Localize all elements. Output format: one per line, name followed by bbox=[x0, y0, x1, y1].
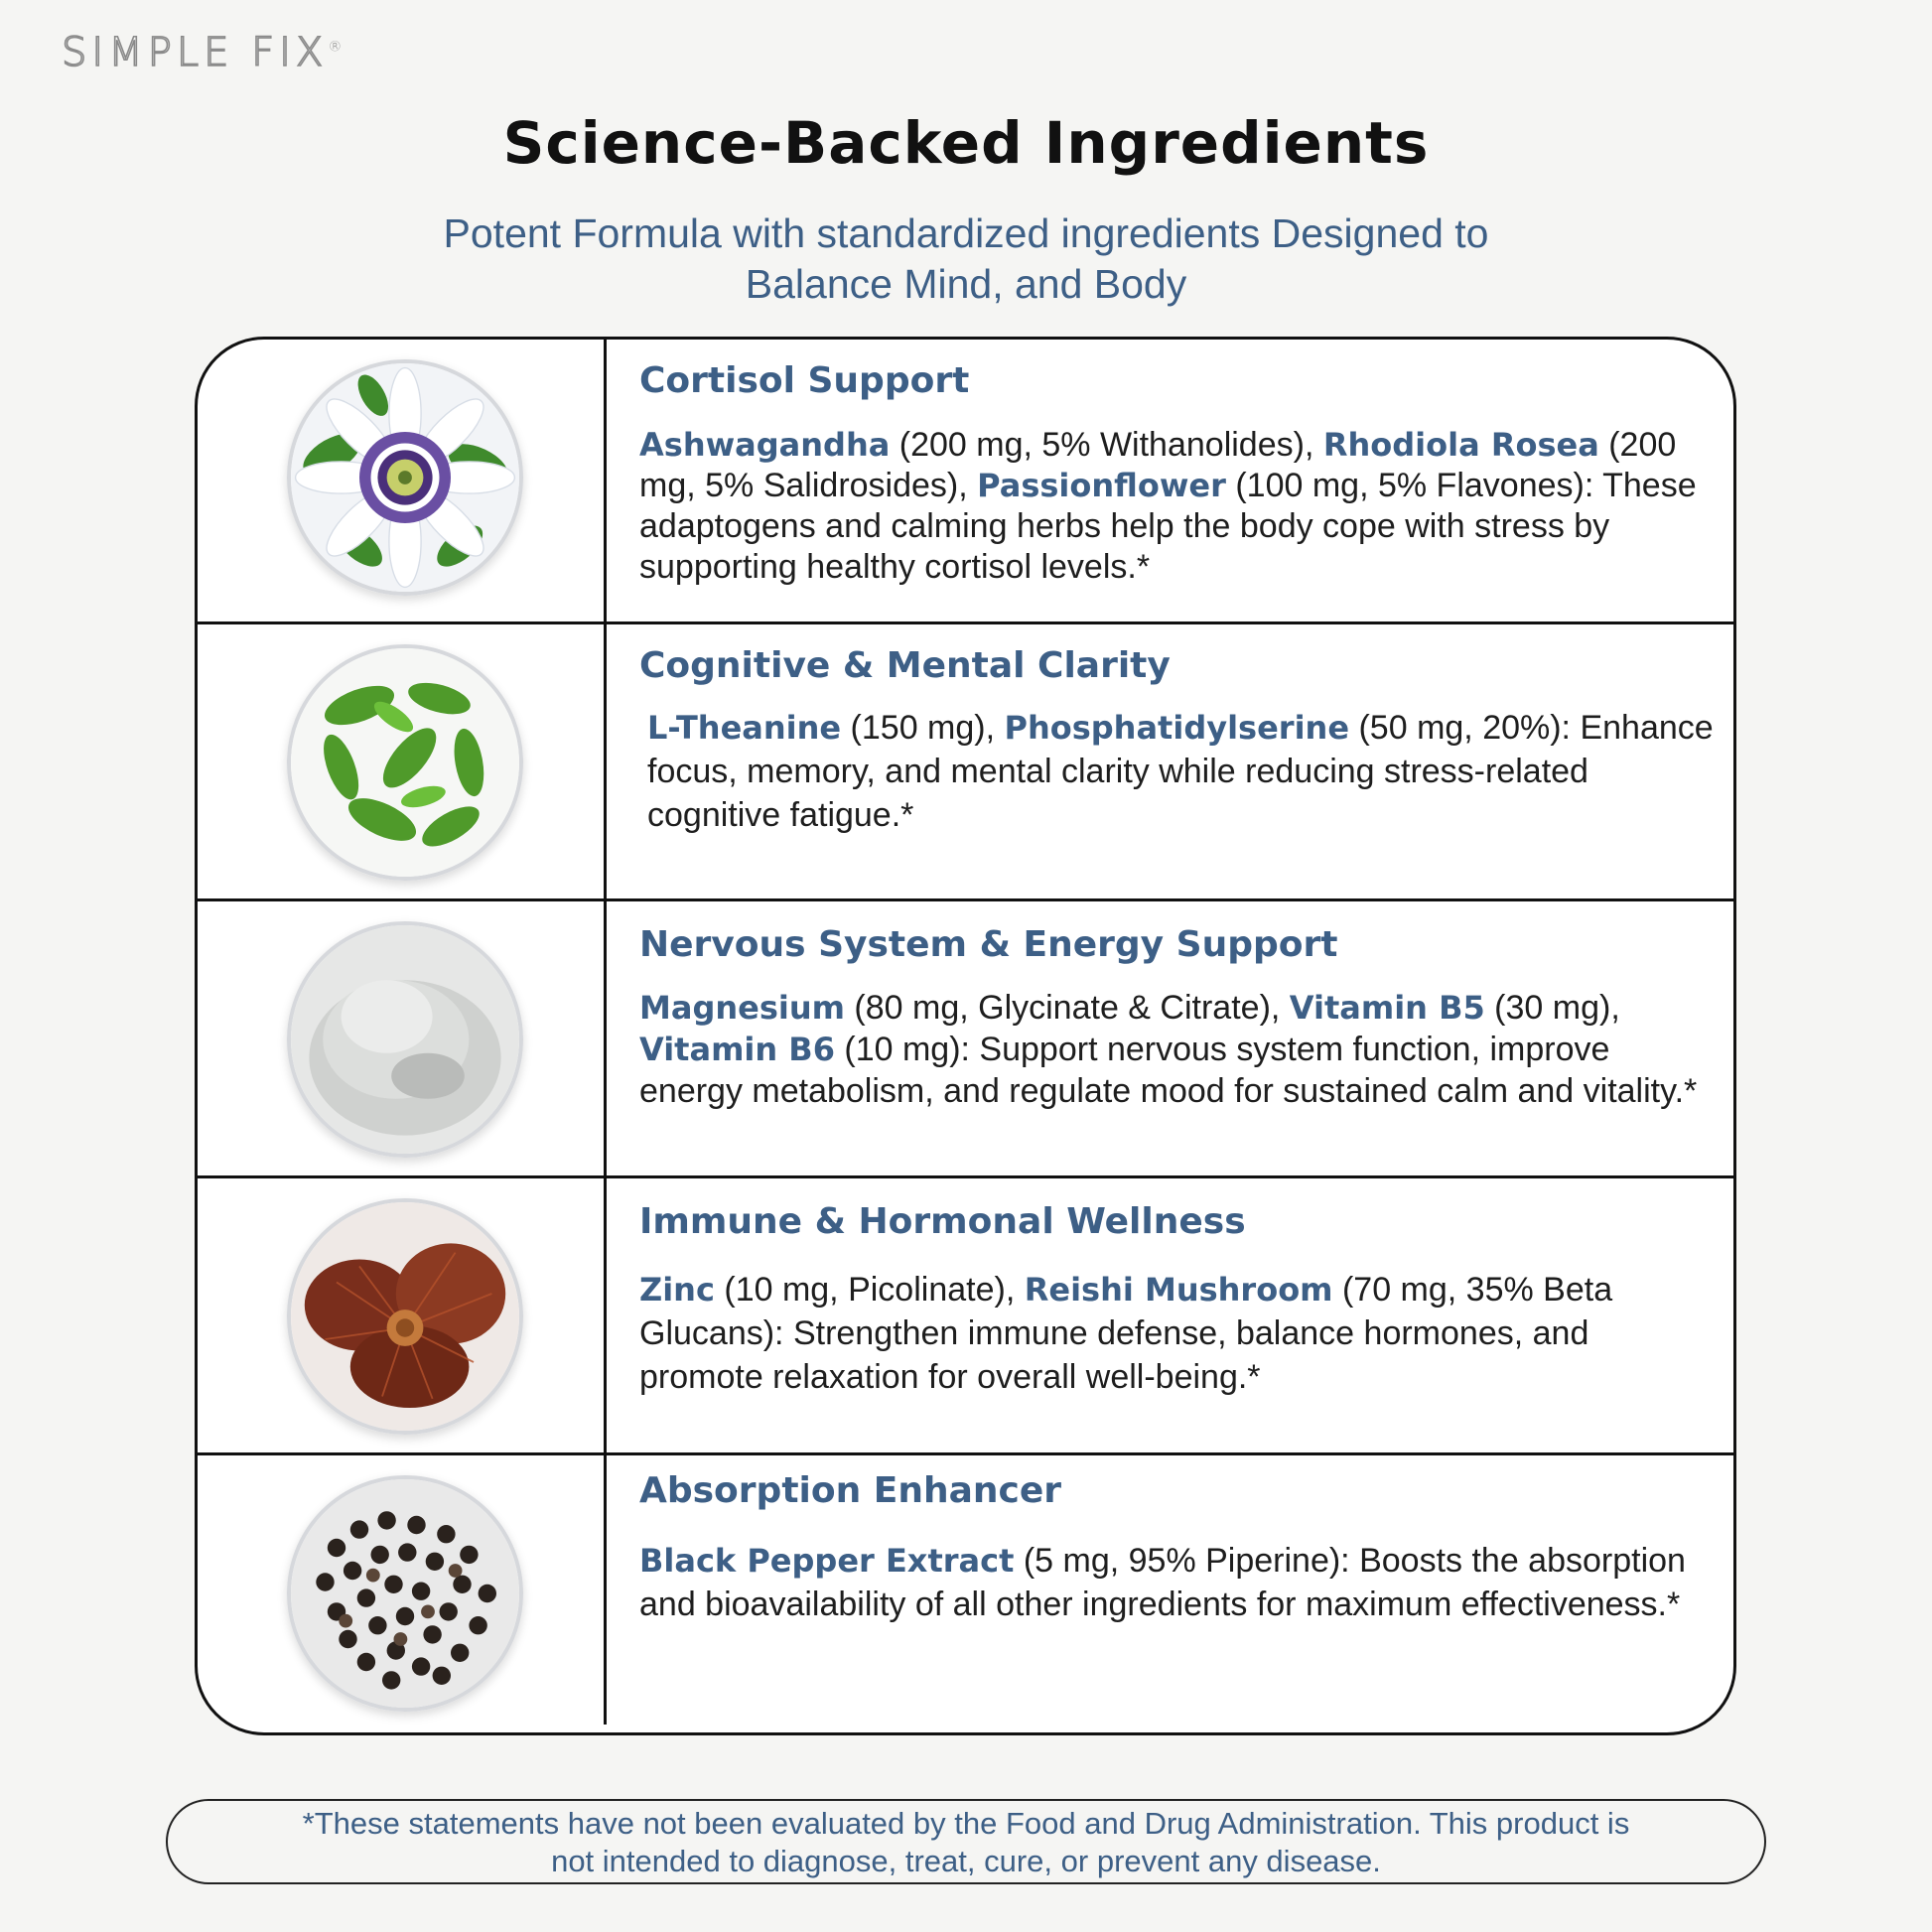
ingredient-detail: (150 mg), bbox=[841, 709, 1005, 747]
ingredient-detail: (50 mg, 20%): Enhance focus, memory, and mental clarity while reducing stress-related cognitive fatigue.* bbox=[647, 709, 1714, 834]
row-content bbox=[639, 1469, 1722, 1626]
ingredient-detail: (70 mg, 35% Beta Glucans): Strengthen immune defense, balance hormones, and promote relaxation for overall well-being.* bbox=[639, 1271, 1613, 1396]
table-row-absorption bbox=[198, 1455, 1733, 1735]
table-row-nervous-system bbox=[198, 901, 1733, 1177]
ingredient-detail: (30 mg), bbox=[1484, 989, 1620, 1027]
magnesium-powder-icon bbox=[287, 921, 523, 1158]
row-description bbox=[639, 1268, 1722, 1399]
ingredient-name: Rhodiola Rosea bbox=[1322, 426, 1599, 464]
row-heading: Cognitive & Mental Clarity bbox=[639, 645, 1171, 686]
row-heading: Nervous System & Energy Support bbox=[639, 924, 1338, 965]
subtitle-line-2: Balance Mind, and Body bbox=[745, 261, 1187, 307]
ingredient-name: Vitamin B5 bbox=[1289, 989, 1485, 1027]
page-title: Science-Backed Ingredients bbox=[502, 109, 1430, 177]
table-row-cortisol bbox=[198, 340, 1733, 621]
row-heading: Immune & Hormonal Wellness bbox=[639, 1201, 1246, 1242]
ingredient-detail: (200 mg, 5% Salidrosides), bbox=[639, 426, 1677, 504]
row-content bbox=[639, 644, 1722, 837]
fda-disclaimer bbox=[166, 1799, 1766, 1884]
reishi-mushroom-icon bbox=[287, 1198, 523, 1435]
ingredient-name: L-Theanine bbox=[647, 709, 842, 747]
passionflower-icon bbox=[287, 359, 523, 596]
ingredient-detail: (200 mg, 5% Withanolides), bbox=[890, 426, 1323, 464]
ingredient-name: Passionflower bbox=[977, 467, 1226, 504]
ingredient-detail: (10 mg, Picolinate), bbox=[714, 1271, 1025, 1309]
brand-name: SIMPLE FIX bbox=[62, 30, 329, 75]
ingredient-name: Ashwagandha bbox=[639, 426, 891, 464]
row-content bbox=[639, 1200, 1722, 1399]
disclaimer-line-2: not intended to diagnose, treat, cure, or prevent any disease. bbox=[551, 1844, 1381, 1878]
ingredient-detail: (5 mg, 95% Piperine): Boosts the absorption and bioavailability of all other ingredients for maximum effectiveness.* bbox=[639, 1542, 1686, 1623]
ingredient-name: Reishi Mushroom bbox=[1024, 1271, 1333, 1309]
row-content bbox=[639, 359, 1722, 588]
subtitle-line-1: Potent Formula with standardized ingredients Designed to bbox=[443, 210, 1489, 256]
ingredient-name: Phosphatidylserine bbox=[1004, 709, 1350, 747]
ingredient-name: Vitamin B6 bbox=[639, 1031, 835, 1068]
row-heading: Absorption Enhancer bbox=[639, 1470, 1062, 1511]
brand-logo bbox=[62, 30, 346, 75]
ingredient-name: Magnesium bbox=[639, 989, 845, 1027]
row-description bbox=[639, 425, 1722, 588]
table-row-immune bbox=[198, 1178, 1733, 1454]
page-subtitle bbox=[338, 208, 1594, 310]
registered-mark: ® bbox=[328, 39, 347, 56]
ingredient-name: Zinc bbox=[639, 1271, 715, 1309]
table-row-cognitive bbox=[198, 624, 1733, 900]
ingredient-detail: (100 mg, 5% Flavones): These adaptogens and calming herbs help the body cope with stress by supporting healthy cortisol levels.* bbox=[639, 467, 1697, 586]
black-pepper-icon bbox=[287, 1475, 523, 1712]
row-description bbox=[639, 987, 1722, 1112]
row-description bbox=[639, 1539, 1722, 1626]
row-content bbox=[639, 923, 1722, 1112]
ingredient-detail: (80 mg, Glycinate & Citrate), bbox=[844, 989, 1290, 1027]
row-description bbox=[639, 706, 1722, 837]
row-heading: Cortisol Support bbox=[639, 360, 970, 401]
ingredient-detail: (10 mg): Support nervous system function, improve energy metabolism, and regulate mood for sustained calm and vitality.* bbox=[639, 1031, 1698, 1110]
disclaimer-line-1: *These statements have not been evaluated by the Food and Drug Administration. This product is bbox=[302, 1806, 1630, 1841]
tea-leaves-icon bbox=[287, 644, 523, 881]
ingredient-name: Black Pepper Extract bbox=[639, 1542, 1015, 1580]
ingredients-table bbox=[195, 337, 1736, 1735]
